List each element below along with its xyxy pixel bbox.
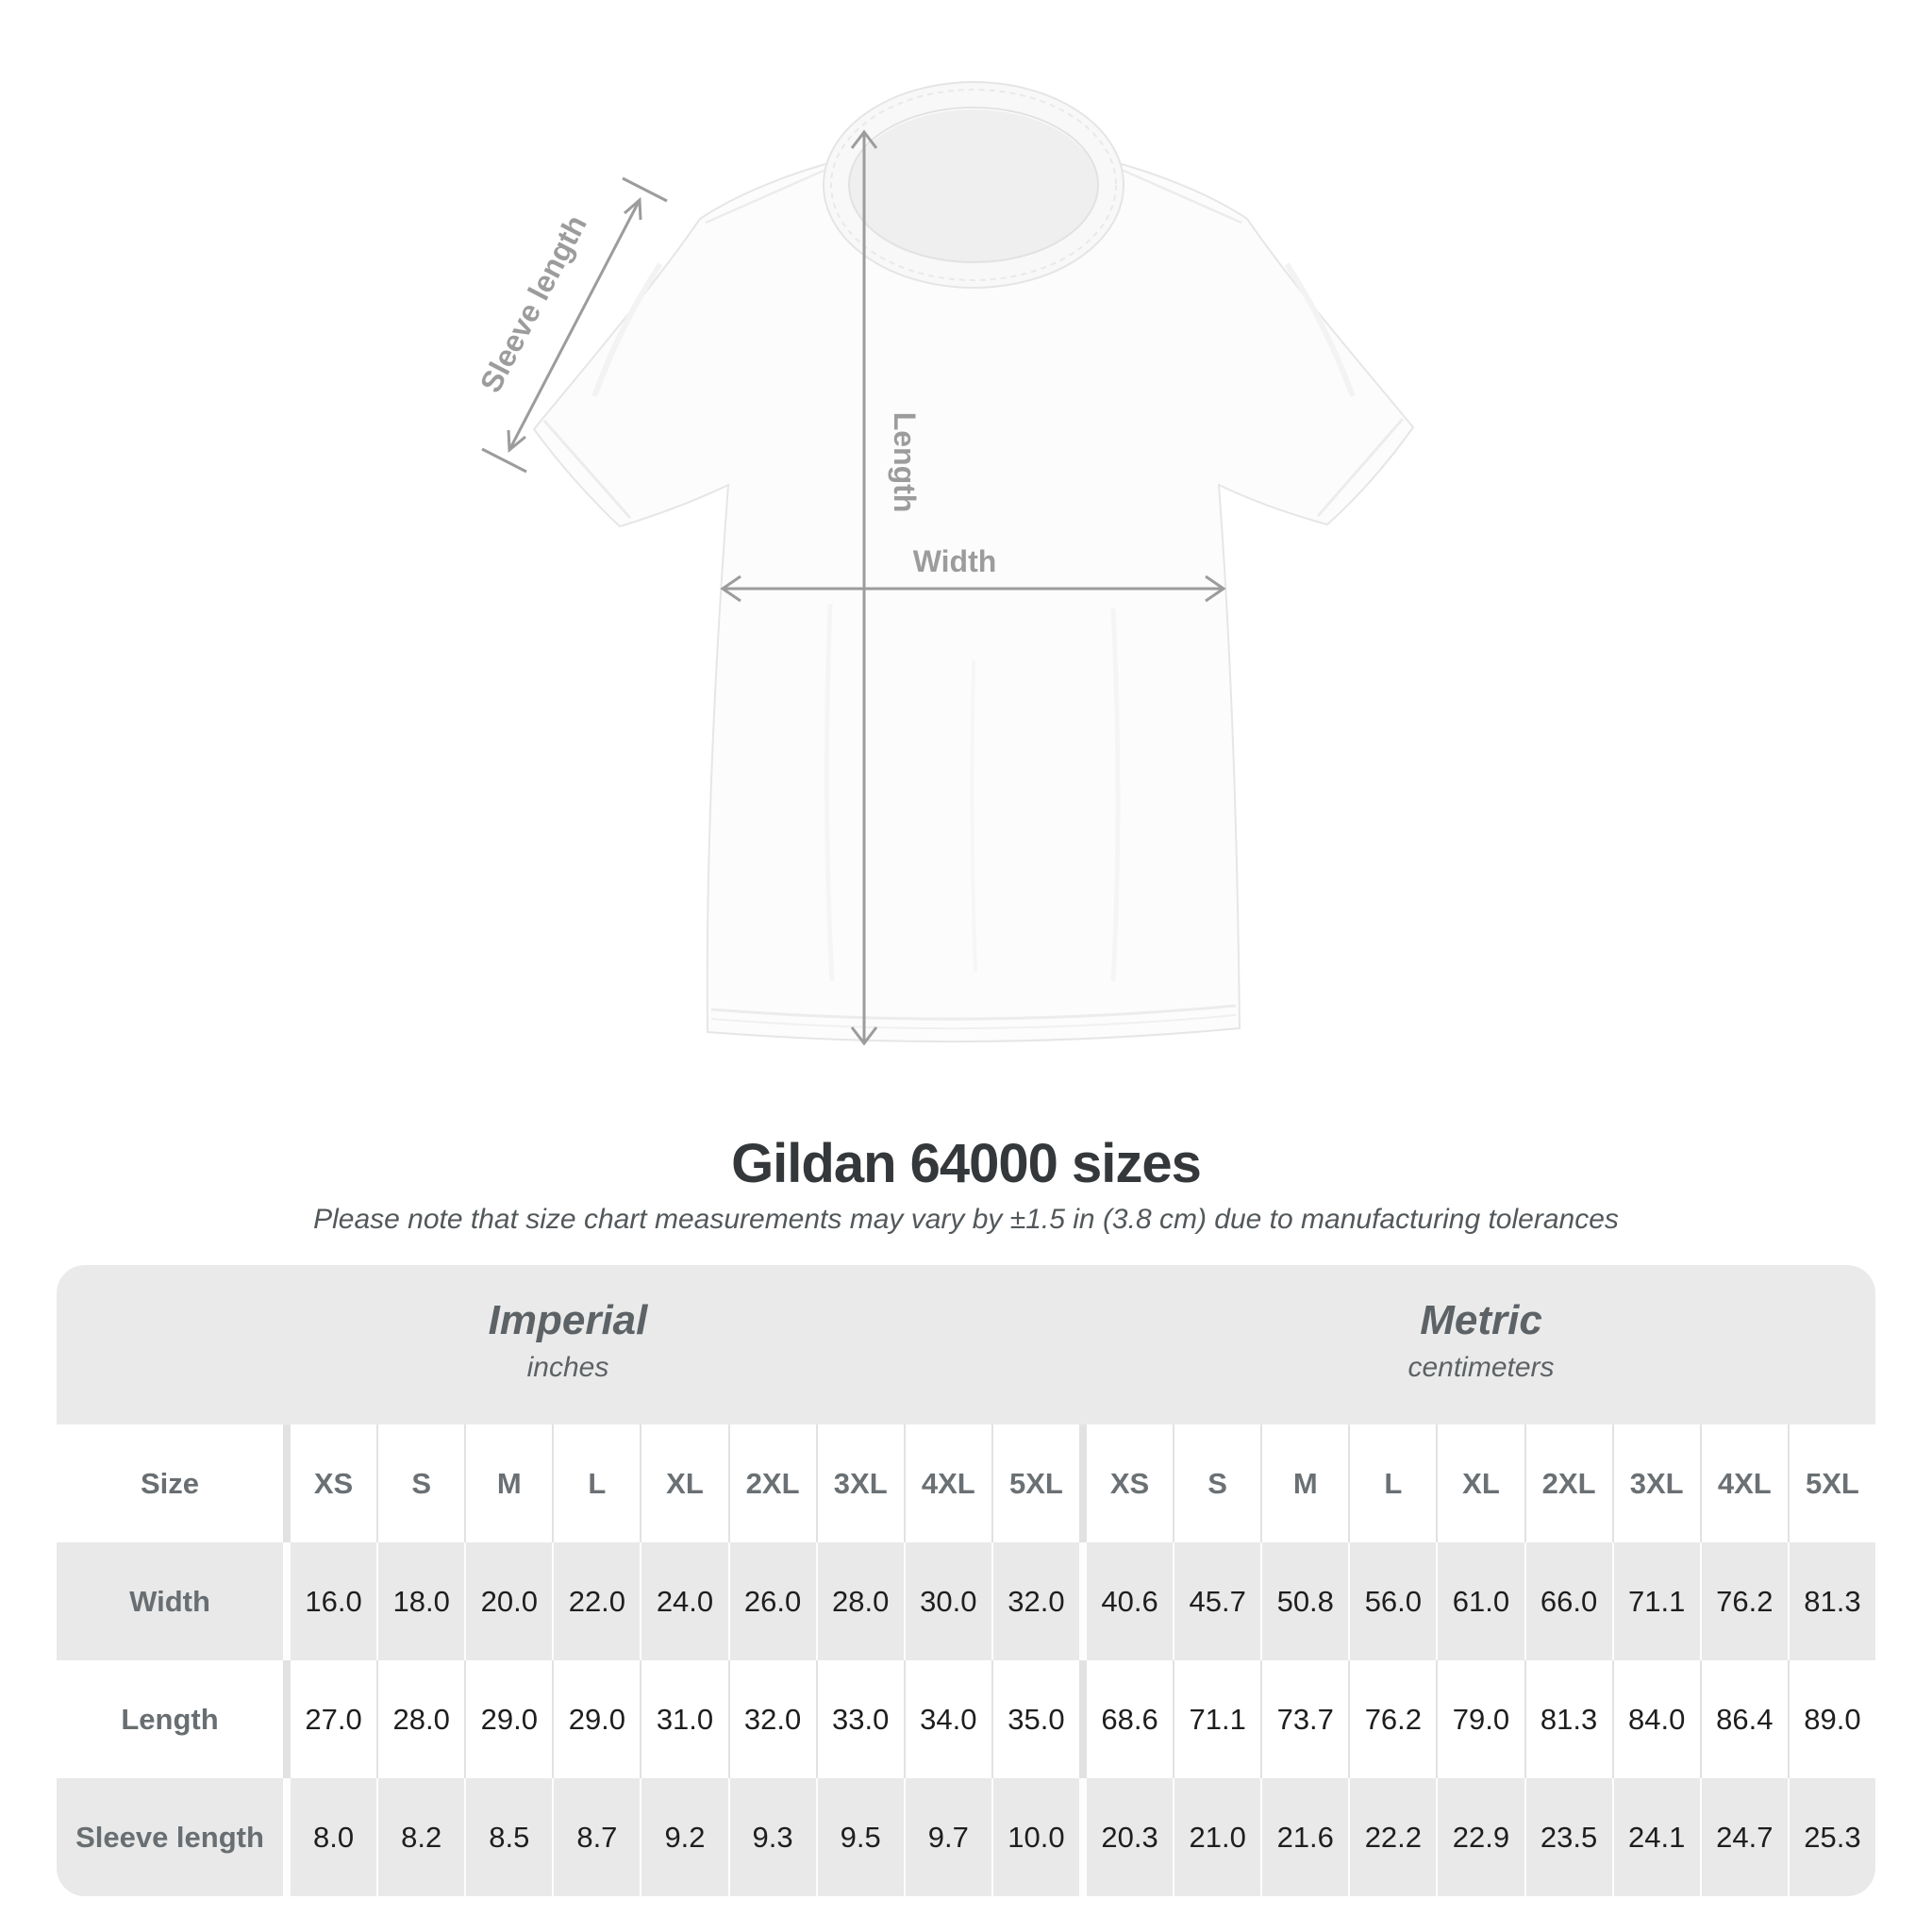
value-cell: 34.0 (906, 1660, 991, 1778)
value-cell: 61.0 (1438, 1542, 1524, 1660)
value-cell: 86.4 (1702, 1660, 1788, 1778)
value-cell: 31.0 (641, 1660, 727, 1778)
value-cell: 56.0 (1350, 1542, 1436, 1660)
row-label: Width (57, 1542, 283, 1660)
metric-label: Metric (1420, 1297, 1542, 1343)
value-cell: 21.6 (1262, 1778, 1348, 1896)
value-cell: 45.7 (1174, 1542, 1260, 1660)
value-cell: 29.0 (466, 1660, 552, 1778)
value-cell: 20.3 (1087, 1778, 1173, 1896)
size-table-panel (57, 1265, 1875, 1896)
imperial-unit-label: inches (526, 1352, 609, 1383)
value-cell: 9.7 (906, 1778, 991, 1896)
value-cell: 76.2 (1702, 1542, 1788, 1660)
value-cell: 89.0 (1790, 1660, 1875, 1778)
size-header-cell: XS (1087, 1424, 1173, 1542)
value-cell: 23.5 (1526, 1778, 1612, 1896)
size-header-cell: XL (1438, 1424, 1524, 1542)
value-cell: 81.3 (1790, 1542, 1875, 1660)
size-header-cell: XS (291, 1424, 376, 1542)
value-cell: 35.0 (993, 1660, 1079, 1778)
size-header-cell: L (1350, 1424, 1436, 1542)
size-header-cell: XL (641, 1424, 727, 1542)
size-header-cell: M (466, 1424, 552, 1542)
size-header-cell: 2XL (1526, 1424, 1612, 1542)
value-cell: 22.0 (554, 1542, 640, 1660)
value-cell: 26.0 (730, 1542, 816, 1660)
table-row-length (57, 1660, 1875, 1778)
size-header-cell: 2XL (730, 1424, 816, 1542)
value-cell: 76.2 (1350, 1660, 1436, 1778)
table-row-sleeve-length (57, 1778, 1875, 1896)
value-cell: 20.0 (466, 1542, 552, 1660)
size-header-cell: 3XL (818, 1424, 904, 1542)
value-cell: 29.0 (554, 1660, 640, 1778)
value-cell: 24.7 (1702, 1778, 1788, 1896)
page-title: Gildan 64000 sizes (731, 1133, 1201, 1194)
value-cell: 8.0 (291, 1778, 376, 1896)
value-cell: 24.0 (641, 1542, 727, 1660)
imperial-group-header (57, 1265, 1079, 1424)
size-header-cell: Size (57, 1424, 283, 1542)
size-header-cell: S (1174, 1424, 1260, 1542)
value-cell: 81.3 (1526, 1660, 1612, 1778)
table-header-row (57, 1424, 1875, 1542)
value-cell: 32.0 (993, 1542, 1079, 1660)
size-header-cell: 5XL (1790, 1424, 1875, 1542)
value-cell: 10.0 (993, 1778, 1079, 1896)
value-cell: 27.0 (291, 1660, 376, 1778)
value-cell: 73.7 (1262, 1660, 1348, 1778)
size-header-cell: M (1262, 1424, 1348, 1542)
size-header-cell: 5XL (993, 1424, 1079, 1542)
unit-group-headers (57, 1265, 1875, 1424)
value-cell: 22.9 (1438, 1778, 1524, 1896)
value-cell: 25.3 (1790, 1778, 1875, 1896)
value-cell: 28.0 (378, 1660, 464, 1778)
width-label: Width (912, 544, 997, 578)
sleeve-length-label: Sleeve length (473, 209, 593, 398)
value-cell: 68.6 (1087, 1660, 1173, 1778)
value-cell: 32.0 (730, 1660, 816, 1778)
value-cell: 28.0 (818, 1542, 904, 1660)
value-cell: 24.1 (1614, 1778, 1700, 1896)
size-header-cell: L (554, 1424, 640, 1542)
value-cell: 9.3 (730, 1778, 816, 1896)
value-cell: 21.0 (1174, 1778, 1260, 1896)
value-cell: 40.6 (1087, 1542, 1173, 1660)
value-cell: 8.7 (554, 1778, 640, 1896)
length-label: Length (888, 411, 922, 513)
metric-unit-label: centimeters (1407, 1352, 1555, 1383)
size-table (57, 1424, 1875, 1896)
value-cell: 84.0 (1614, 1660, 1700, 1778)
row-label: Sleeve length (57, 1778, 283, 1896)
size-header-cell: 3XL (1614, 1424, 1700, 1542)
size-header-cell: 4XL (906, 1424, 991, 1542)
size-header-cell: S (378, 1424, 464, 1542)
page-subtitle: Please note that size chart measurements may vary by ±1.5 in (3.8 cm) due to manufacturing tolerances (313, 1204, 1619, 1235)
imperial-label: Imperial (488, 1297, 648, 1343)
metric-group-header (1087, 1265, 1875, 1424)
value-cell: 79.0 (1438, 1660, 1524, 1778)
value-cell: 22.2 (1350, 1778, 1436, 1896)
value-cell: 30.0 (906, 1542, 991, 1660)
size-header-cell: 4XL (1702, 1424, 1788, 1542)
value-cell: 18.0 (378, 1542, 464, 1660)
value-cell: 33.0 (818, 1660, 904, 1778)
table-row-width (57, 1542, 1875, 1660)
value-cell: 8.5 (466, 1778, 552, 1896)
value-cell: 9.5 (818, 1778, 904, 1896)
row-label: Length (57, 1660, 283, 1778)
value-cell: 16.0 (291, 1542, 376, 1660)
value-cell: 66.0 (1526, 1542, 1612, 1660)
value-cell: 71.1 (1614, 1542, 1700, 1660)
value-cell: 50.8 (1262, 1542, 1348, 1660)
value-cell: 8.2 (378, 1778, 464, 1896)
value-cell: 71.1 (1174, 1660, 1260, 1778)
value-cell: 9.2 (641, 1778, 727, 1896)
